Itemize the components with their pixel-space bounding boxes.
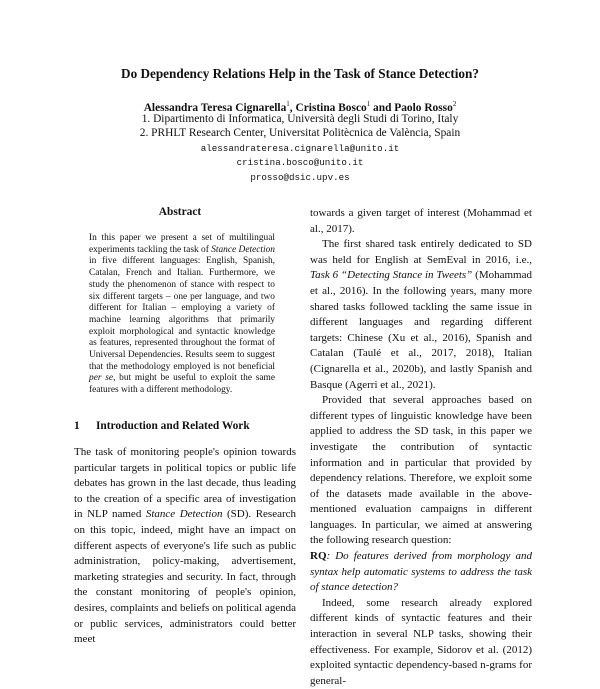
right-column	[310, 206, 532, 689]
email-address: cristina.bosco@unito.it	[236, 157, 364, 168]
research-question	[310, 549, 532, 596]
author-name: Alessandra Teresa Cignarella	[143, 101, 287, 114]
paragraph: towards a given target of interest (Mohammad et al., 2017).	[310, 207, 532, 235]
section-number: 1	[74, 420, 80, 432]
section-heading	[74, 419, 314, 433]
paragraph: Indeed, some research already explored different kinds of syntactic features and their interaction in several NLP tasks, showing their effectiveness. For example, Sidorov et al. (2012) exploited syntactic dependency-based n-grams for general-	[310, 596, 532, 687]
author-affil-mark: 2	[452, 100, 457, 108]
author-separator: and	[370, 101, 395, 114]
paper-title: Do Dependency Relations Help in the Task of Stance Detection?	[121, 66, 479, 81]
author-affil-mark: 1	[286, 100, 290, 108]
author-name: Paolo Rosso	[394, 101, 453, 114]
abstract-heading: Abstract	[158, 206, 202, 218]
author-separator: ,	[289, 101, 296, 114]
intro-text	[74, 445, 296, 648]
email-address: alessandrateresa.cignarella@unito.it	[200, 143, 400, 154]
email-address: prosso@dsic.upv.es	[250, 172, 350, 183]
affiliation-2: 2. PRHLT Research Center, Universitat Politècnica de València, Spain	[139, 127, 461, 139]
paragraph: The task of monitoring people's opinion towards particular targets in political topics or public life debates has grown in the last decade, thus leading to the creation of a specific area of investigation in NLP named Stance Detection (SD). Research on this topic, indeed, might have an impact on different aspects of everyone's life such as public administration, policy-making, advertisement, marketing strategies and security. In fact, through the constant monitoring of people's opinion, desires, complaints and beliefs on political agenda or public services, administrators could better meet	[74, 446, 296, 646]
author-name: Cristina Bosco	[295, 101, 367, 114]
rq-label: RQ	[310, 550, 327, 563]
abstract-text: In this paper we present a set of multilingual experiments tackling the task of Stance Detection in five different languages: English, Spanish, Catalan, French and Italian. Furthermore, we study the phenomenon of stance with respect to six different targets – one per language, and two different for Italian – employing a variety of machine learning algorithms that primarily exploit morphological and syntactic knowledge as features, represented throughout the format of Universal Dependencies. Results seem to suggest that the methodology employed is not beneficial per se, but might be useful to exploit the same features with a different methodology.	[89, 233, 275, 396]
rq-text: : Do features derived from morphology and syntax help automatic systems to address the task of stance detection?	[310, 550, 532, 594]
section-title: Introduction and Related Work	[96, 420, 250, 432]
paragraph: Provided that several approaches based on different types of linguistic knowledge have been applied to address the SD task, in this paper we investigate the contribution of syntactic information and in particular that provided by dependency relations. Therefore, we exploit some of the datasets made available in the above-mentioned evaluation campaigns in different languages. In particular, we aimed at answering the following research question:	[310, 394, 532, 547]
author-affil-mark: 1	[366, 100, 371, 108]
affiliation-1: 1. Dipartimento di Informatica, Università degli Studi di Torino, Italy	[141, 113, 459, 125]
paragraph: The first shared task entirely dedicated to SD was held for English at SemEval in 2016, i.e., Task 6 “Detecting Stance in Tweets” (Mohammad et al., 2016). In the following years, many more shared tasks followed tackling the same issue in different languages and regarding different targets: Chinese (Xu et al., 2016), Spanish and Catalan (Taulé et al., 2017, 2018), Italian (Cignarella et al., 2020b), and lastly Spanish and Basque (Agerri et al., 2021).	[310, 238, 532, 391]
